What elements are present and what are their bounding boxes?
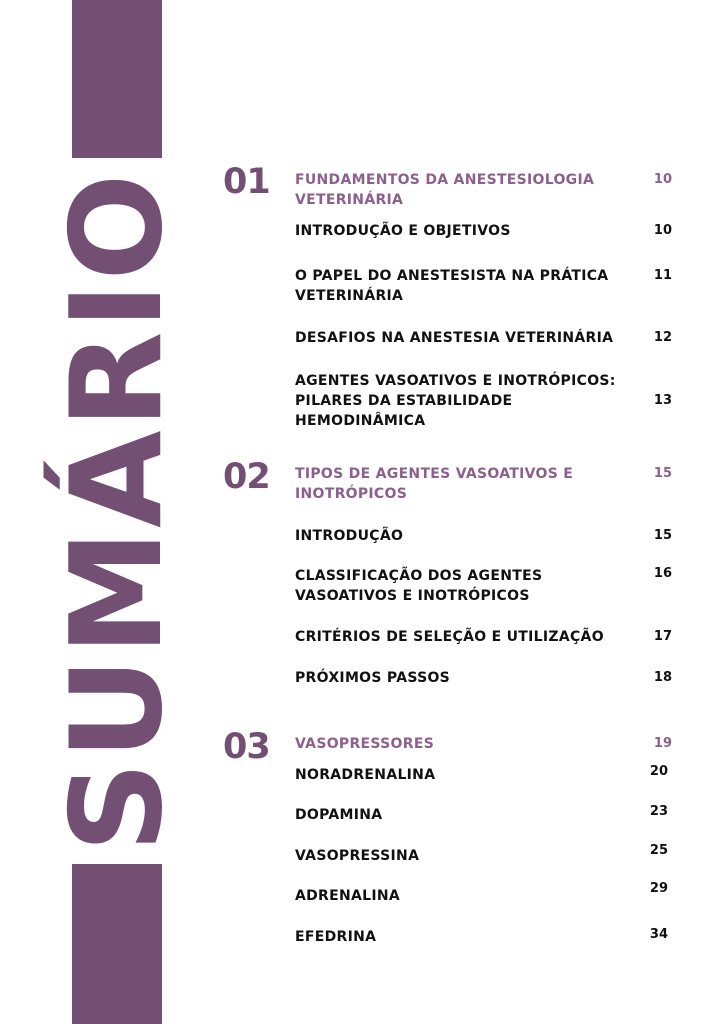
- decorative-bar-bottom: [72, 864, 162, 1024]
- toc-item[interactable]: DOPAMINA: [295, 807, 383, 823]
- section-number: 01: [223, 162, 270, 202]
- toc-item[interactable]: INTRODUÇÃO: [295, 528, 404, 544]
- toc-item[interactable]: INTRODUÇÃO E OBJETIVOS: [295, 223, 511, 239]
- toc-item[interactable]: CRITÉRIOS DE SELEÇÃO E UTILIZAÇÃO: [295, 629, 604, 645]
- section-title[interactable]: TIPOS DE AGENTES VASOATIVOS E INOTRÓPICOS: [295, 466, 574, 502]
- section-title[interactable]: VASOPRESSORES: [295, 736, 435, 752]
- toc-item[interactable]: DESAFIOS NA ANESTESIA VETERINÁRIA: [295, 330, 614, 346]
- toc-page: 18: [653, 670, 672, 685]
- toc-item[interactable]: EFEDRINA: [295, 929, 377, 945]
- section-number: 02: [223, 457, 270, 497]
- toc-page: 16: [653, 566, 672, 581]
- decorative-bar-top: [72, 0, 162, 158]
- toc-page: 15: [653, 528, 672, 543]
- section-page: 10: [653, 172, 672, 187]
- toc-page: 34: [649, 927, 668, 942]
- toc-item[interactable]: AGENTES VASOATIVOS E INOTRÓPICOS: PILARES DA ESTABILIDADE HEMODINÂMICA: [295, 373, 616, 429]
- toc-page: 13: [653, 393, 672, 408]
- toc-item[interactable]: NORADRENALINA: [295, 767, 436, 783]
- toc-item[interactable]: ADRENALINA: [295, 888, 401, 904]
- toc-page: 25: [649, 843, 668, 858]
- toc-page: 17: [653, 629, 672, 644]
- toc-page: 23: [649, 804, 668, 819]
- toc-page: 29: [649, 881, 668, 896]
- summary-title: SUMÁRIO: [43, 171, 190, 853]
- toc-page: 20: [649, 764, 668, 779]
- toc-page: 10: [653, 223, 672, 238]
- section-page: 19: [653, 736, 672, 751]
- toc-page: 12: [653, 330, 672, 345]
- toc-item[interactable]: O PAPEL DO ANESTESISTA NA PRÁTICA VETERINÁRIA: [295, 268, 609, 304]
- section-title[interactable]: FUNDAMENTOS DA ANESTESIOLOGIA VETERINÁRIA: [295, 172, 595, 208]
- toc-item[interactable]: CLASSIFICAÇÃO DOS AGENTES VASOATIVOS E INOTRÓPICOS: [295, 568, 543, 604]
- section-number: 03: [223, 727, 270, 767]
- toc-page: 11: [653, 268, 672, 283]
- toc-item[interactable]: VASOPRESSINA: [295, 848, 420, 864]
- toc-item[interactable]: PRÓXIMOS PASSOS: [295, 670, 451, 686]
- section-page: 15: [653, 466, 672, 481]
